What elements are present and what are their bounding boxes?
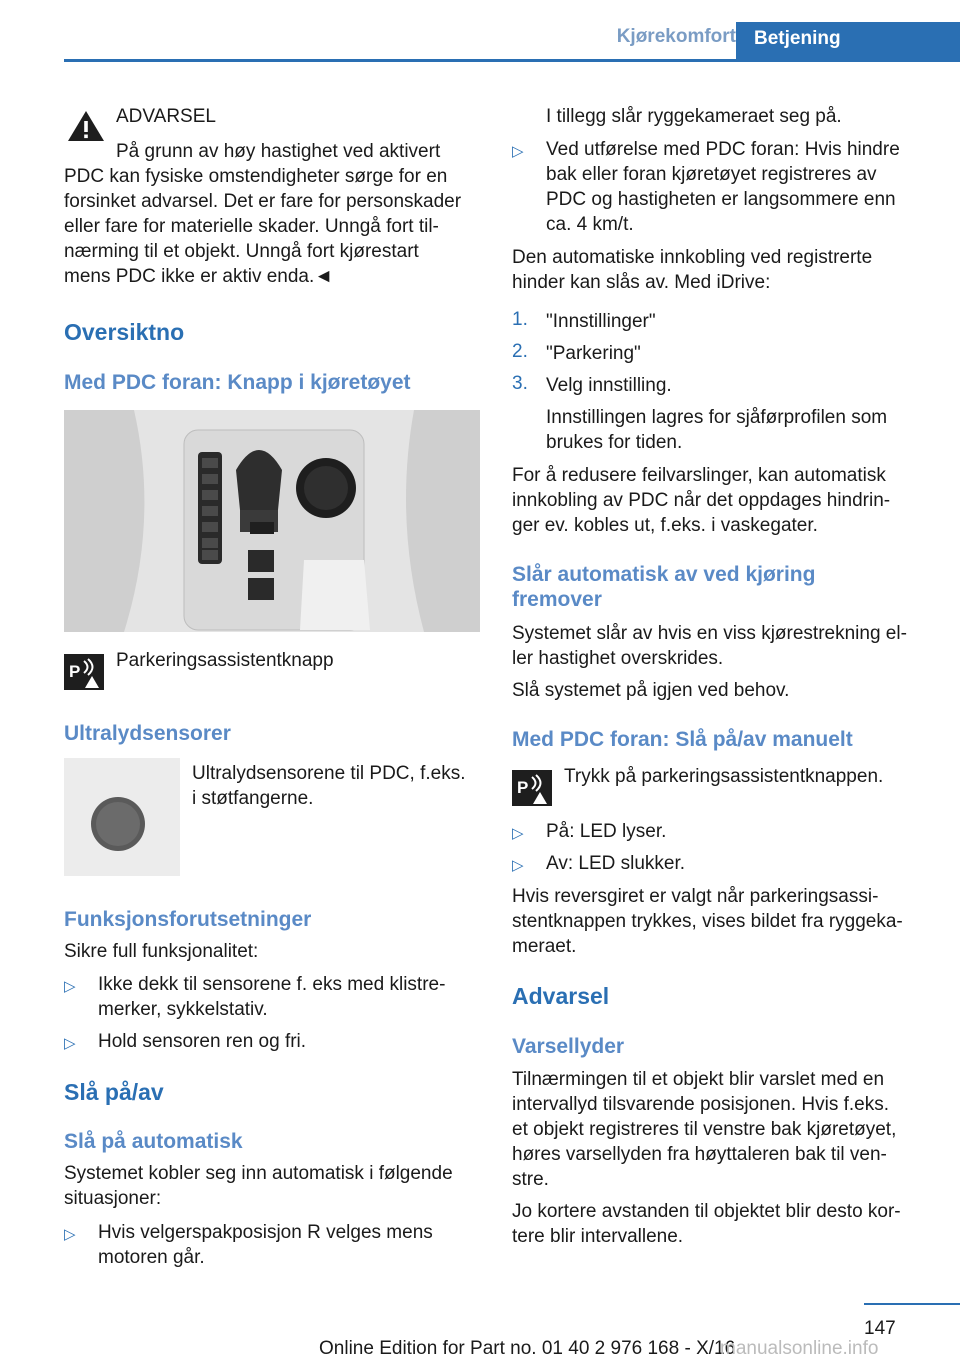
step-text: "Innstillinger"	[546, 311, 656, 332]
heading-ultralyd: Ultralydsensorer	[64, 722, 231, 745]
heading-varsel: Varsellyder	[512, 1035, 625, 1058]
step-note: Innstillingen lagres for sjåførprofilen som	[546, 407, 888, 428]
list-item: Hvis velgerspakposisjon R velges mens	[98, 1222, 433, 1243]
avstand-text: tere blir intervallene.	[512, 1226, 684, 1247]
warning-line: forsinket advarsel. Det er fare for personskader	[64, 191, 462, 212]
funk-intro: Sikre full funksjonalitet:	[64, 941, 259, 962]
bullet-icon: ▷	[512, 857, 524, 874]
list-item: Ved utførelse med PDC foran: Hvis hindre	[546, 139, 900, 160]
console-photo	[64, 410, 480, 632]
reduce-text: innkobling av PDC når det oppdages hindrin-	[512, 490, 891, 511]
bullet-icon: ▷	[64, 1226, 76, 1243]
step-number: 2.	[512, 341, 528, 362]
auto-text: Systemet kobler seg inn automatisk i følgende	[64, 1163, 453, 1184]
manuelt-text: Trykk på parkeringsassistentknappen.	[564, 766, 884, 787]
list-item: bak eller foran kjøretøyet registreres av	[546, 164, 877, 185]
auto-text: situasjoner:	[64, 1188, 162, 1209]
chapter-tab[interactable]: Betjening	[736, 22, 960, 62]
bullet-icon: ▷	[64, 978, 76, 995]
parking-assist-button-icon	[64, 654, 104, 690]
list-item: Hold sensoren ren og fri.	[98, 1031, 307, 1052]
fremover-text: Systemet slår av hvis en viss kjørestrekning el-	[512, 623, 907, 644]
list-item: motoren går.	[98, 1247, 205, 1268]
revers-text: stentknappen trykkes, vises bildet fra ryggeka-	[512, 911, 903, 932]
heading-auto: Slå på automatisk	[64, 1130, 243, 1153]
heading-funksjon: Funksjonsforutsetninger	[64, 908, 312, 931]
heading-advarsel: Advarsel	[512, 983, 610, 1009]
bullet-icon: ▷	[512, 825, 524, 842]
heading-oversikt: Oversiktno	[64, 319, 185, 345]
svg-text:P: P	[517, 778, 529, 797]
page-header	[0, 0, 960, 62]
list-item: Ikke dekk til sensorene f. eks med klistre-	[98, 974, 446, 995]
warning-line: eller fare for materielle skader. Unngå fort til-	[64, 216, 439, 237]
footer-rule	[864, 1303, 960, 1305]
warning-line: nærming til et objekt. Unngå fort kjørestart	[64, 241, 419, 262]
cont-line: I tillegg slår ryggekameraet seg på.	[546, 106, 842, 127]
list-item: På: LED lyser.	[546, 821, 667, 842]
fremover-text2: Slå systemet på igjen ved behov.	[512, 680, 790, 701]
heading-knapp: Med PDC foran: Knapp i kjøretøyet	[64, 371, 411, 394]
revers-text: meraet.	[512, 936, 577, 957]
section-tab[interactable]: Kjørekomfort	[616, 26, 736, 47]
step-number: 3.	[512, 373, 528, 394]
auto-off-text: hinder kan slås av. Med iDrive:	[512, 272, 771, 293]
warning-line: mens PDC ikke er aktiv enda.◄	[64, 266, 334, 287]
varsel-text: høres varsellyden fra høyttaleren bak til ven-	[512, 1144, 887, 1165]
list-item: Av: LED slukker.	[546, 853, 686, 874]
heading-fremover: Slår automatisk av ved kjøring	[512, 563, 816, 586]
warning-line: På grunn av høy hastighet ved aktivert	[116, 141, 441, 162]
warning-line: PDC kan fysiske omstendigheter sørge for en	[64, 166, 448, 187]
list-item: ca. 4 km/t.	[546, 214, 634, 235]
list-item: PDC og hastigheten er langsommere enn	[546, 189, 896, 210]
revers-text: Hvis reversgiret er valgt når parkeringsassi-	[512, 886, 879, 907]
auto-off-text: Den automatiske innkobling ved registrerte	[512, 247, 873, 268]
varsel-text: et objekt registreres til venstre bak kjøretøyet,	[512, 1119, 897, 1140]
page-number: 147	[864, 1318, 896, 1339]
heading-manuelt: Med PDC foran: Slå på/av manuelt	[512, 728, 853, 751]
ultra-text: i støtfangerne.	[192, 788, 314, 809]
button-caption: Parkeringsassistentknapp	[116, 650, 334, 671]
bullet-icon: ▷	[512, 143, 524, 160]
sensor-photo	[64, 758, 180, 876]
step-number: 1.	[512, 309, 528, 330]
reduce-text: ger ev. kobles ut, f.eks. i vaskegater.	[512, 515, 818, 536]
step-text: "Parkering"	[546, 343, 641, 364]
heading-slaa: Slå på/av	[64, 1079, 164, 1105]
varsel-text: intervallyd tilsvarende posisjonen. Hvis f.eks.	[512, 1094, 890, 1115]
fremover-text: ler hastighet overskrides.	[512, 648, 724, 669]
warning-title: ADVARSEL	[116, 106, 216, 127]
varsel-text: stre.	[512, 1169, 549, 1190]
edition-line: Online Edition for Part no. 01 40 2 976 168 - X/16	[319, 1338, 736, 1359]
header-rule	[64, 59, 960, 62]
step-note: brukes for tiden.	[546, 432, 683, 453]
warning-icon	[66, 108, 106, 144]
svg-text:P: P	[69, 662, 81, 681]
ultra-text: Ultralydsensorene til PDC, f.eks.	[192, 763, 466, 784]
bullet-icon: ▷	[64, 1035, 76, 1052]
reduce-text: For å redusere feilvarslinger, kan automatisk	[512, 465, 886, 486]
watermark: manualsonline.info	[720, 1338, 879, 1359]
varsel-text: Tilnærmingen til et objekt blir varslet med en	[512, 1069, 885, 1090]
step-text: Velg innstilling.	[546, 375, 672, 396]
heading-fremover: fremover	[512, 588, 602, 611]
avstand-text: Jo kortere avstanden til objektet blir desto kor-	[512, 1201, 901, 1222]
parking-assist-button-icon	[512, 770, 552, 806]
list-item: merker, sykkelstativ.	[98, 999, 268, 1020]
